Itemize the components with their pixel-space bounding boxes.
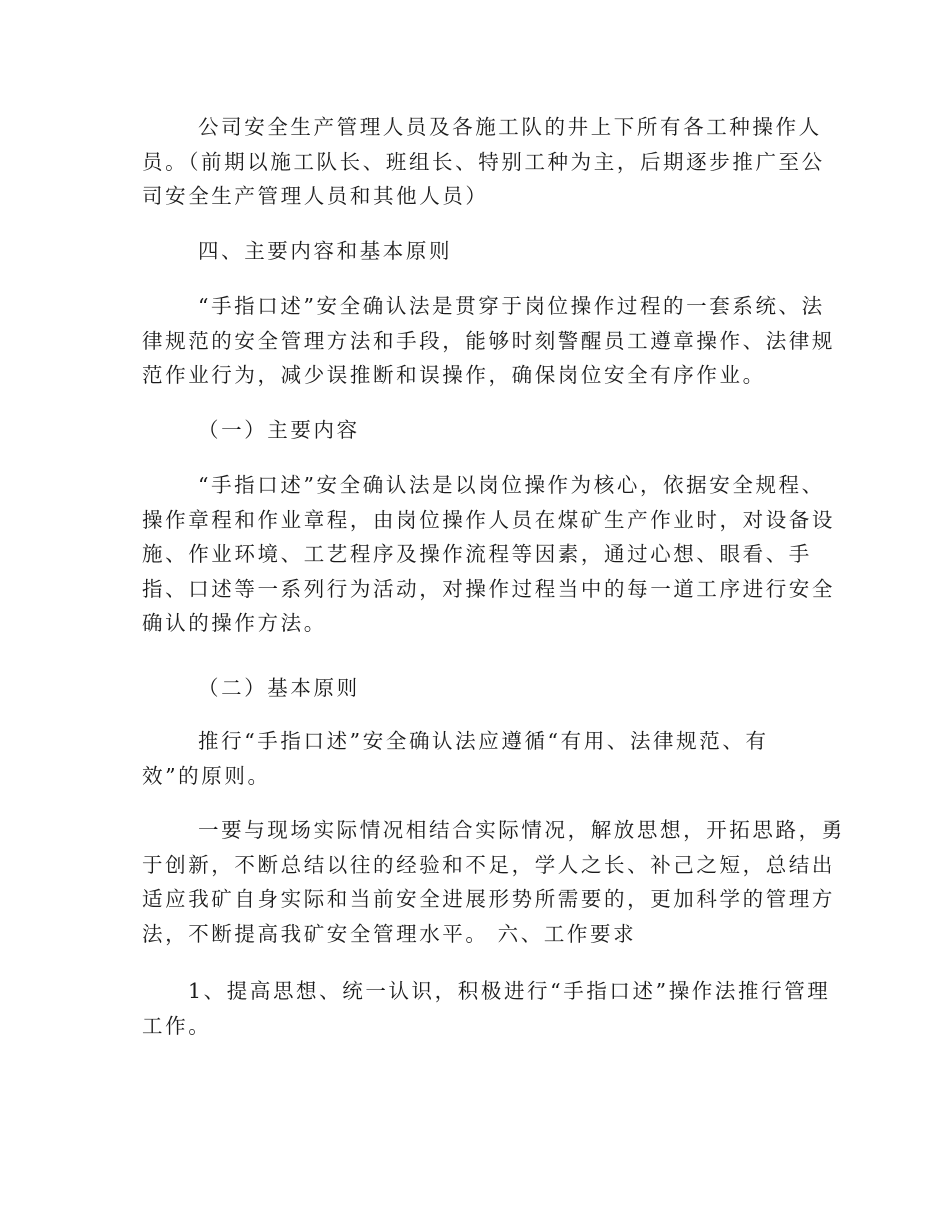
text-line: 工作。	[142, 1013, 212, 1038]
text-line: 一要与现场实际情况相结合实际情况，解放思想，开拓思路，勇	[198, 818, 845, 842]
paragraph-principle	[142, 724, 812, 793]
paragraph-main-content	[142, 468, 835, 641]
text-line: 范作业行为，减少误推断和误操作，确保岗位安全有序作业。	[142, 363, 766, 387]
text-line: 施、作业环境、工艺程序及操作流程等因素，通过心想、眼看、手	[142, 542, 812, 566]
subheading-main-content	[142, 413, 812, 448]
text-line: 1、提高思想、统一认识，积极进行“手指口述”操作法推行管理	[188, 979, 831, 1003]
text-line: 指、口述等一系列行为活动，对操作过程当中的每一道工序进行安全	[142, 576, 835, 601]
paragraph-scope	[142, 110, 825, 214]
text-line: （一）主要内容	[198, 418, 360, 442]
text-line: 确认的操作方法。	[142, 611, 327, 635]
text-line: 推行“手指口述”安全确认法应遵循“有用、法律规范、有	[198, 729, 769, 753]
text-line: 司安全生产管理人员和其他人员）	[142, 184, 489, 208]
text-line: 效”的原则。	[142, 763, 271, 788]
text-line: 公司安全生产管理人员及各施工队的井上下所有各工种操作人	[198, 115, 822, 139]
paragraph-principle-one	[142, 813, 845, 951]
text-line: 律规范的安全管理方法和手段，能够时刻警醒员工遵章操作、法律规	[142, 328, 835, 353]
text-line: 四、主要内容和基本原则	[198, 239, 453, 263]
text-line: 操作章程和作业章程，由岗位操作人员在煤矿生产作业时，对设备设	[142, 507, 835, 532]
paragraph-intro	[142, 289, 835, 393]
section-heading-main-content-principles	[142, 234, 812, 269]
text-line: “手指口述”安全确认法是以岗位操作为核心，依据安全规程、	[198, 473, 825, 497]
text-line: 法，不断提高我矿安全管理水平。 六、工作要求	[142, 921, 637, 946]
text-line: 员。（前期以施工队长、班组长、特别工种为主，后期逐步推广至公	[142, 149, 825, 174]
text-line: （二）基本原则	[198, 676, 360, 700]
subheading-basic-principles	[142, 671, 812, 706]
text-line: 适应我矿自身实际和当前安全进展形势所需要的，更加科学的管理方	[142, 887, 835, 911]
paragraph-requirement-1	[142, 974, 831, 1043]
text-line: 于创新，不断总结以往的经验和不足，学人之长、补己之短，总结出	[142, 852, 835, 877]
text-line: “手指口述”安全确认法是贯穿于岗位操作过程的一套系统、法	[198, 294, 825, 318]
